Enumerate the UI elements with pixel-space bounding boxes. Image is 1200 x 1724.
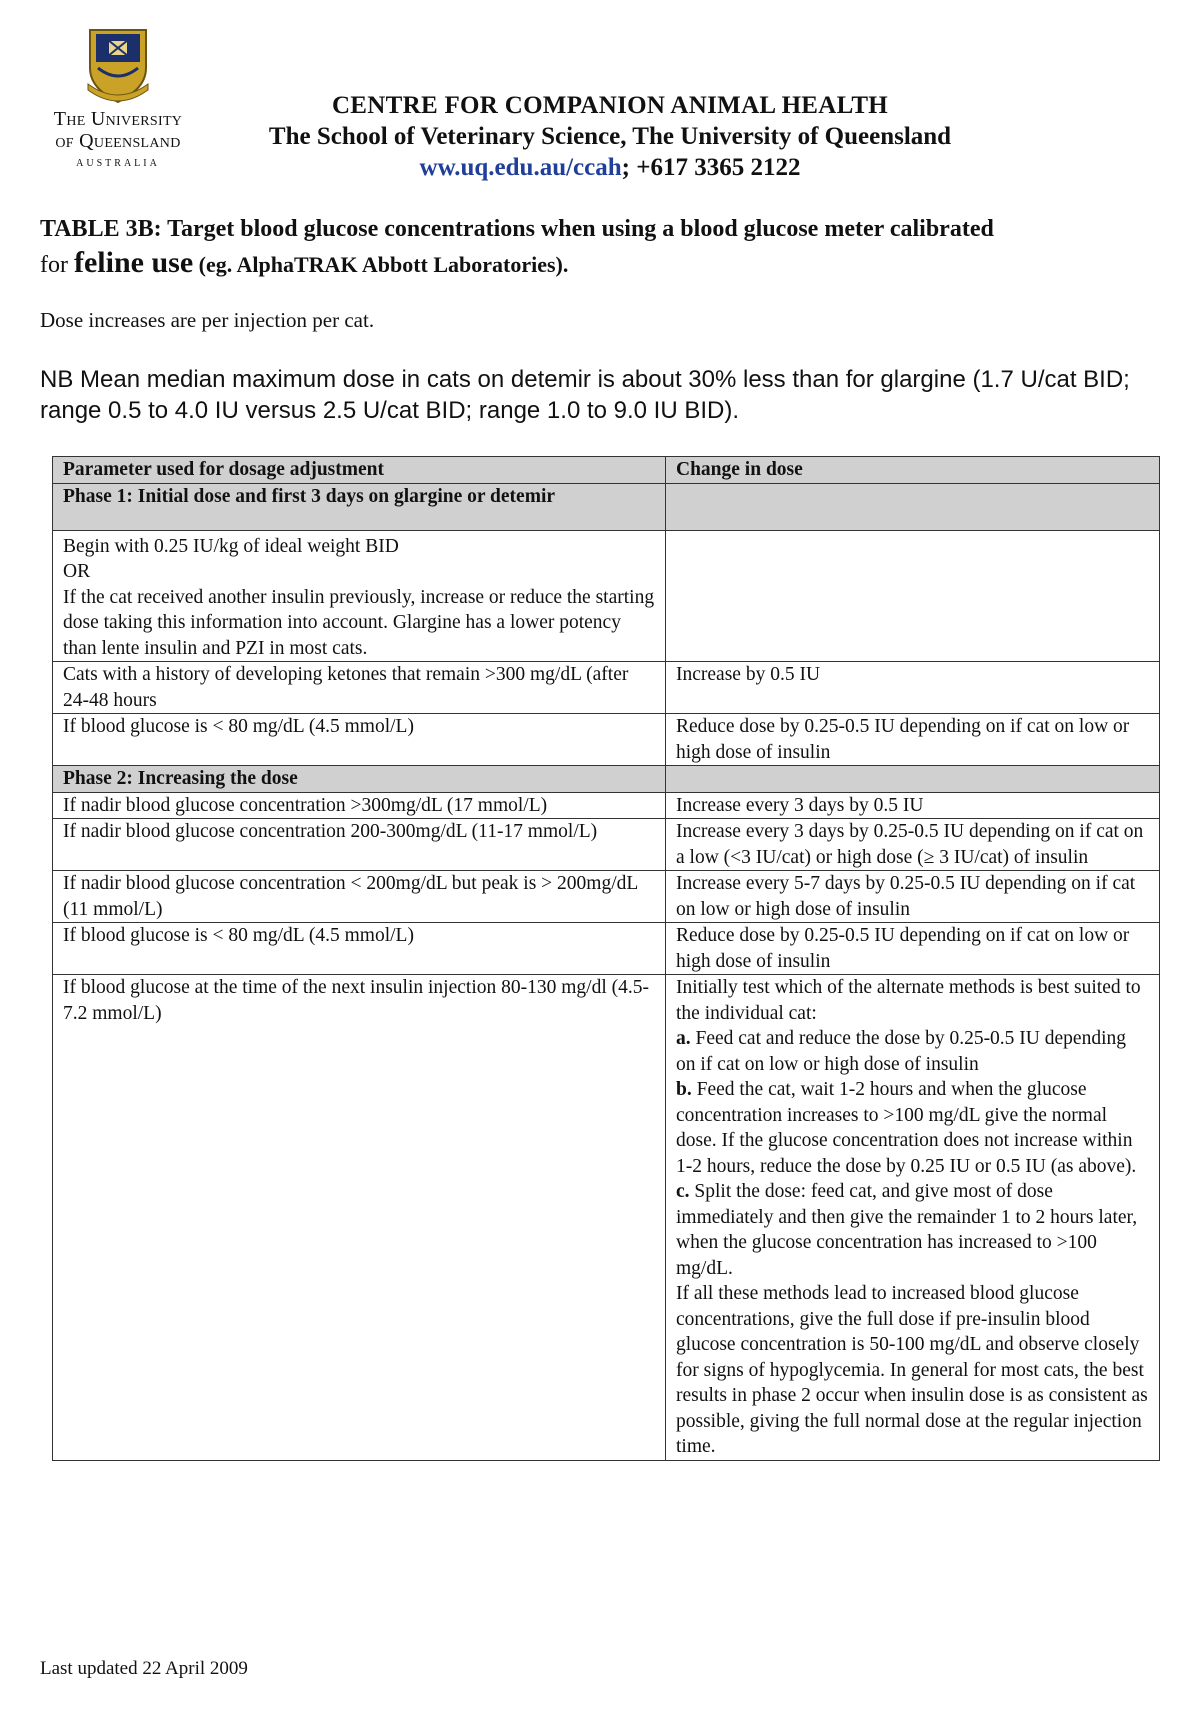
row-parameter: If blood glucose is < 80 mg/dL (4.5 mmol/L) bbox=[53, 923, 666, 975]
change-closing: If all these methods lead to increased blood glucose concentrations, give the full dose if pre-insulin blood glucose concentration is 50-100 mg/dL and observe closely for signs of hypoglycemia. In general for most cats, the best results in phase 2 occur when insulin dose is as consistent as possible, giving the full normal dose at the regular injection time. bbox=[676, 1283, 1148, 1457]
dosage-table bbox=[52, 456, 1160, 1461]
row-change: Increase every 5-7 days by 0.25-0.5 IU depending on if cat on low or high dose of insulin bbox=[666, 871, 1160, 923]
centre-phone: ; +617 3365 2122 bbox=[621, 154, 801, 181]
row-change bbox=[666, 975, 1160, 1461]
university-name-line1: The University bbox=[53, 108, 183, 130]
row-parameter: If nadir blood glucose concentration 200-300mg/dL (11-17 mmol/L) bbox=[53, 819, 666, 871]
phase2-title: Phase 2: Increasing the dose bbox=[53, 766, 666, 793]
university-name bbox=[38, 108, 198, 152]
row-change bbox=[666, 530, 1160, 662]
centre-url-link[interactable]: ww.uq.edu.au/ccah bbox=[419, 154, 622, 181]
phase1-header-row bbox=[53, 483, 1160, 530]
table-row bbox=[53, 819, 1160, 871]
option-a-label: a. bbox=[676, 1028, 691, 1049]
param-line: OR bbox=[63, 561, 91, 582]
table-title-suffix: (eg. AlphaTRAK Abbott Laboratories). bbox=[193, 252, 569, 277]
table-title bbox=[40, 212, 1160, 282]
centre-name: CENTRE FOR COMPANION ANIMAL HEALTH bbox=[331, 92, 889, 119]
centre-header bbox=[230, 90, 990, 183]
dose-increase-note: Dose increases are per injection per cat. bbox=[40, 308, 375, 332]
column-header-change: Change in dose bbox=[666, 457, 1160, 484]
row-parameter: If blood glucose at the time of the next insulin injection 80-130 mg/dl (4.5-7.2 mmol/L) bbox=[53, 975, 666, 1461]
table-title-prefix: for bbox=[40, 252, 74, 278]
row-parameter: If nadir blood glucose concentration >300mg/dL (17 mmol/L) bbox=[53, 792, 666, 819]
table-row bbox=[53, 975, 1160, 1461]
university-name-line2: of Queensland bbox=[55, 130, 181, 152]
phase2-empty bbox=[666, 766, 1160, 793]
contact-line bbox=[230, 152, 990, 183]
row-parameter: If blood glucose is < 80 mg/dL (4.5 mmol/L) bbox=[53, 714, 666, 766]
option-c bbox=[676, 1179, 1149, 1281]
option-b-label: b. bbox=[676, 1079, 692, 1100]
phase1-title: Phase 1: Initial dose and first 3 days on glargine or detemir bbox=[53, 483, 666, 530]
row-change: Increase every 3 days by 0.5 IU bbox=[666, 792, 1160, 819]
school-name: The School of Veterinary Science, The University of Queensland bbox=[268, 123, 952, 150]
row-change: Increase by 0.5 IU bbox=[666, 662, 1160, 714]
table-row bbox=[53, 530, 1160, 662]
option-a-text: Feed cat and reduce the dose by 0.25-0.5 IU depending on if cat on low or high dose of insulin bbox=[676, 1028, 1126, 1075]
option-c-label: c. bbox=[676, 1181, 690, 1202]
detemir-note: NB Mean median maximum dose in cats on detemir is about 30% less than for glargine (1.7 U/cat BID; range 0.5 to 4.0 IU versus 2.5 U/cat BID; range 1.0 to 9.0 IU BID). bbox=[40, 366, 1130, 424]
university-crest-icon bbox=[86, 24, 150, 106]
row-parameter: If nadir blood glucose concentration < 200mg/dL but peak is > 200mg/dL (11 mmol/L) bbox=[53, 871, 666, 923]
phase1-empty bbox=[666, 483, 1160, 530]
row-parameter: Cats with a history of developing ketones that remain >300 mg/dL (after 24-48 hours bbox=[53, 662, 666, 714]
row-change: Reduce dose by 0.25-0.5 IU depending on if cat on low or high dose of insulin bbox=[666, 923, 1160, 975]
option-a bbox=[676, 1026, 1149, 1077]
param-line: If the cat received another insulin previously, increase or reduce the starting dose taking this information into account. Glargine has a lower potency than lente insulin and PZI in most cats. bbox=[63, 586, 655, 659]
row-parameter bbox=[53, 530, 666, 662]
option-c-text: Split the dose: feed cat, and give most of dose immediately and then give the remainder 1 to 2 hours later, when the glucose concentration has increased to >100 mg/dL. bbox=[676, 1181, 1138, 1279]
table-title-line1: TABLE 3B: Target blood glucose concentrations when using a blood glucose meter calibrated bbox=[40, 216, 994, 242]
table-row bbox=[53, 714, 1160, 766]
row-change: Reduce dose by 0.25-0.5 IU depending on if cat on low or high dose of insulin bbox=[666, 714, 1160, 766]
phase2-header-row bbox=[53, 766, 1160, 793]
university-country: AUSTRALIA bbox=[76, 158, 160, 169]
row-change: Increase every 3 days by 0.25-0.5 IU depending on if cat on a low (<3 IU/cat) or high dose (≥ 3 IU/cat) of insulin bbox=[666, 819, 1160, 871]
option-b bbox=[676, 1077, 1149, 1179]
table-row bbox=[53, 923, 1160, 975]
table-row bbox=[53, 662, 1160, 714]
table-row bbox=[53, 871, 1160, 923]
table-title-emphasis: feline use bbox=[73, 246, 194, 279]
table-header-row bbox=[53, 457, 1160, 484]
table-row bbox=[53, 792, 1160, 819]
option-b-text: Feed the cat, wait 1-2 hours and when the glucose concentration increases to >100 mg/dL give the normal dose. If the glucose concentration does not increase within 1-2 hours, reduce the dose by 0.25 IU or 0.5 IU (as above). bbox=[676, 1079, 1137, 1177]
column-header-parameter: Parameter used for dosage adjustment bbox=[53, 457, 666, 484]
param-line: Begin with 0.25 IU/kg of ideal weight BID bbox=[63, 535, 399, 557]
change-intro: Initially test which of the alternate methods is best suited to the individual cat: bbox=[676, 977, 1141, 1024]
last-updated: Last updated 22 April 2009 bbox=[40, 1658, 248, 1679]
